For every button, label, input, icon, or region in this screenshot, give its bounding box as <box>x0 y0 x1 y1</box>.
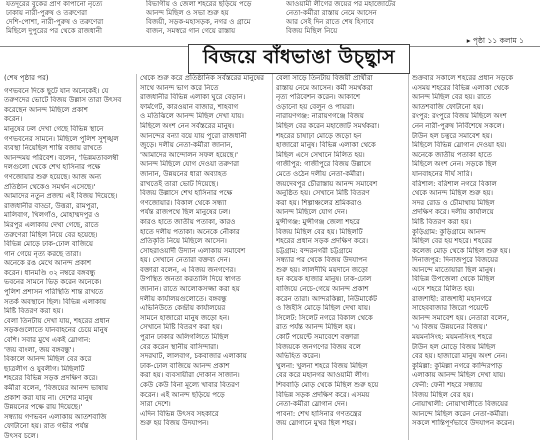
text-line: রাজধানীর বাড্ডা, উত্তরা, রামপুরা, <box>4 201 99 210</box>
article-column-4 <box>412 74 540 440</box>
text-line: দলীয় কার্যালয়গুলোতে। বঙ্গবন্ধু <box>140 294 227 303</box>
text-line: রাস্তায় নেমে আসেন। কর্মী সমর্থকরা <box>276 83 373 92</box>
text-line: মিছিলে বিভিন্ন স্লোগান দেওয়া হয়। <box>412 141 507 150</box>
text-line: গান গেয়ে নৃত্য করছে তারা। <box>4 249 81 258</box>
text-line: গণভবনের সামনে। মিছিলে পুলিশ সুশৃঙ্খল <box>4 134 119 143</box>
text-line: রংপুর: রংপুরে বিজয় মিছিলে অংশ <box>412 112 507 121</box>
text-line: নেতা-কর্মীরা স্লোগান দেন। <box>276 400 348 409</box>
text-line: গাজীপুর: গাজীপুরে বিজয় উল্লাসে <box>276 160 372 169</box>
text-line: 'জয় বাংলা, জয় বঙ্গবন্ধু'। <box>4 345 75 354</box>
text-line: বিজয় মিছিল বের হয়। <box>412 390 474 399</box>
text-line: বের করে মহানগর আওয়ামী লীগ। <box>276 371 369 380</box>
text-line: পুরান ঢাকার অলিগলিতে মিছিল <box>140 333 229 342</box>
text-line: আনন্দে মিছিল করেন নেতা-কর্মীরা। <box>412 409 509 418</box>
text-line: চট্টগ্রাম: বন্দরনগরী চট্টগ্রামে <box>276 246 353 255</box>
text-line: সকলে শান্তিপূর্ণভাবে উদযাপন করেন। <box>412 419 515 428</box>
text-line: পর্যন্ত রাজপথে ছিল মানুষের ঢল। <box>140 208 231 217</box>
text-line: অনেকে রঙ মেখে আনন্দ প্রকাশ <box>4 259 92 268</box>
text-line: সিলেট: সিলেট নগরে বিকাল থেকে <box>276 313 373 322</box>
text-line: টাউন হল মোড়ে বিজয় মিছিল <box>412 342 496 351</box>
text-line: রাজশাহী: রাজশাহী মহানগরে <box>412 294 492 303</box>
text-line: জয় স্লোগানে মুখর ছিল শহর। <box>276 419 357 428</box>
text-line: যানবাহনের দীর্ঘ সারি। <box>412 169 473 178</box>
text-line: পাবনা: শেখ হাসিনার গণতন্ত্রের <box>276 409 362 418</box>
text-line: সদরঘাট, লালবাগ, চকবাজার এলাকায় <box>140 352 247 361</box>
text-line: ওড়ানো হয় বেলুন ও পায়রা। <box>276 102 355 111</box>
text-line: জয়দেবপুর চৌরাস্তায় আনন্দ সমাবেশ <box>276 179 378 188</box>
text-line: ছাত্রলীগ ও যুবলীগ। মিছিলটি <box>4 364 85 373</box>
text-line: বেলা সাড়ে তিনটায় বিজয়ী প্রার্থীরা <box>276 74 373 82</box>
text-line: ফেনী: ফেনী শহরে সন্ধ্যায় <box>412 381 483 389</box>
text-line: করেন। ধানমণ্ডি ৩২ নম্বরে বঙ্গবন্ধু <box>4 268 96 277</box>
text-line: অনেকে জাতীয় পতাকা হাতে <box>412 150 492 159</box>
text-line: জানান। রাতে আলোকসজ্জা করা হয় <box>140 285 240 294</box>
text-line: মালিবাগ, খিলগাঁও, মোহাম্মদপুর ও <box>4 211 100 220</box>
text-line: কুড়িগ্রাম: কুড়িগ্রামে আনন্দ <box>412 227 486 236</box>
text-line: মিষ্টি বিতরণ করা হয়। <box>412 217 472 226</box>
text-line: বেশি। সবার মুখে একই স্লোগান: <box>4 336 91 345</box>
text-line: খুলনা: খুলনা শহরে বিজয় মিছিল <box>276 361 368 370</box>
text-line: রাখতেই তারা ভোট দিয়েছে। <box>140 179 219 188</box>
text-line: গণজোয়ার। বিকাল থেকে সন্ধ্যা <box>140 198 227 207</box>
text-line: সোহরাওয়ার্দী উদ্যান এলাকায় সমাবেশ <box>140 246 246 255</box>
text-line: হাতে দলীয় পতাকা। অনেকে নৌকার <box>140 227 240 236</box>
text-line: ঢাক-ঢোল বাজিয়ে আনন্দ প্রকাশ <box>140 361 230 370</box>
text-line: আনন্দে মাতোয়ারা ছিল মানুষ। <box>412 265 496 274</box>
text-line: গণজোয়ার শুরু হয়েছে। আজ অন্য <box>4 172 102 181</box>
text-line: শহরের প্রধান সড়ক প্রদক্ষিণ করে। <box>276 237 368 246</box>
top-column-1 <box>6 0 134 44</box>
text-line: ও জিইসি মোড়ে মিছিল দেখা যায়। <box>276 304 371 313</box>
text-line: সন্ধ্যায় গণভবন এলাকায় আতশবাজি <box>4 412 107 421</box>
text-line: তরুণদের ভোটে বিজয় উল্লাস তারা উৎসব <box>4 96 122 105</box>
text-line: কেউ কেউ বিনা মূল্যে খাবার বিতরণ <box>140 381 240 389</box>
text-line: করেন। <box>4 115 23 124</box>
text-line: সন্ধ্যার পর থেকে বিজয় উদযাপন <box>276 256 368 265</box>
text-line: জুড়ে। দলীয় নেতা-কর্মীরা জানান, <box>140 141 233 150</box>
text-line: টাউন হল চত্বরে সমাবেশ হয়। <box>412 131 493 140</box>
text-line: শহরের বিভিন্ন সড়ক প্রদক্ষিণ করে। <box>4 374 98 383</box>
text-line: যতদূরের বুকের প্রাণ কাপানো নৃত্যে <box>6 0 103 8</box>
text-line: বাজিয়ে নেচে-গেয়ে আনন্দ প্রকাশ <box>276 285 369 294</box>
text-line: শহরের চাষাঢ়া মোড়ে জড়ো হন <box>276 131 362 140</box>
column-divider <box>136 74 137 440</box>
text-line: সেখানে মিষ্টি বিতরণ করা হয়। <box>140 323 223 332</box>
text-line: অনুষ্ঠিত হয়। সেখানে মিষ্টি বিতরণ <box>276 189 370 198</box>
text-line: আনন্দের বন্যা বয়ে যায় পুরো রাজধানী <box>140 131 247 140</box>
text-line: মিছিলে দুপুরের পর থেকে রাজধানী <box>6 27 102 35</box>
text-line: দলগুলো থেকে শেখ হাসিনার পক্ষে <box>4 163 101 172</box>
text-line: আর সেই দিন রাতে শেষ হিসাবে <box>286 18 374 26</box>
text-line: গণভবনে দিকে ছুটে যান অনেকেই। যে <box>4 86 109 95</box>
text-line: হাজারো মানুষ। বিভিন্ন এলাকা থেকে <box>276 141 376 150</box>
text-line: বাজন, সমস্বরে গান গেয়ে রাস্তায় <box>146 27 236 35</box>
text-line: সাথে আনন্দ ভাগ করে নিতে <box>140 83 219 92</box>
text-line: ময়মনসিংহ: ময়মনসিংহ শহরে <box>412 333 493 342</box>
text-line: বক্তারা বলেন, এ বিজয় জনগণের। <box>140 265 236 274</box>
text-line: বিভিন্ন সড়ক প্রদক্ষিণ করে। এসময় <box>276 390 370 399</box>
text-line: উৎসব চলে। <box>4 431 39 440</box>
text-line: নেন নারী-পুরুষ নির্বিশেষে সকলে। <box>412 121 505 130</box>
text-line: বিজয় উল্লাসে শেখ হাসিনার পক্ষে <box>140 189 233 198</box>
text-line: প্রকাশ করা যায় না। দেশের মানুষ <box>4 393 93 402</box>
text-line: বরিশাল: বরিশাল নগরে বিকাল <box>412 179 497 188</box>
text-line: মুন্সীগঞ্জ: মুন্সীগঞ্জ জেলা শহরে <box>276 217 360 226</box>
text-line: মিছিল বের করেন মহাজোট সমর্থকরা। <box>276 121 380 130</box>
text-line: মিছিল বের হয় শহরে। শহরের <box>412 237 492 246</box>
text-line: কারও হাতে জাতীয় পতাকা, কারও <box>140 217 236 226</box>
text-line: করা হয়। শিল্পাঞ্চলের শ্রমিকরাও <box>276 198 362 207</box>
text-line: বের করেন স্থানীয় বাসিন্দারা। <box>140 342 219 351</box>
text-line: নেতা-কর্মীরা রাস্তায় নেমে আসেন <box>286 9 377 17</box>
text-line: ফোটানো হয়। রাত গভীর পর্যন্ত <box>4 422 89 431</box>
text-line: বিজয়ী, সড়ক-মহাসড়ক, নগর ও গ্রামে <box>146 18 251 26</box>
text-line: হন কয়েক হাজার মানুষ। ঢাক-ঢোল <box>276 275 372 284</box>
text-line: মিছিলে অংশ নেন। সড়কে ছিল <box>412 160 497 169</box>
text-line: আমাদের নতুন প্রজন্ম এই বিজয় দিয়েছে। <box>4 192 118 201</box>
text-line: ব্যবস্থা নিয়েছিল শান্তি বজায় রাখতে <box>4 144 102 153</box>
text-line: হয়। সেখানে নেতারা বক্তব্য দেন। <box>140 256 231 265</box>
text-line: বেলা তিনটায় দেখা যায়, শহরের প্রধান <box>4 316 110 325</box>
text-line: সড়কগুলোতে যানবাহনের চেয়ে মানুষ <box>4 326 108 335</box>
text-line: কর্মীরা বলেন, 'বিজয়ের আনন্দ ভাষায় <box>4 384 108 392</box>
text-line: তরুণেরা মিছিল নিয়ে বের হয়েছে। <box>4 230 98 239</box>
text-line: মিছিলে অংশ নেন সর্বস্তরের মানুষ। <box>140 121 235 130</box>
text-line: এসে শহরে মিলিত হয়। <box>412 285 475 294</box>
text-line: আনন্দময় পরিবেশ। বলেন, 'ভিন্নমতাবলম্বী <box>4 153 119 162</box>
text-line: করেন। এই আনন্দ ছড়িয়ে পড়ে <box>140 390 225 399</box>
text-line: আনন্দ মিছিল ও সভা শুরু হয় <box>146 9 229 17</box>
article-column-3 <box>276 74 404 440</box>
text-line: বিজয় মিছিল বের হয়। মিছিলটি <box>276 227 363 236</box>
text-line: মেতে ওঠেন দলীয় নেতা-কর্মীরা। <box>276 169 365 178</box>
text-line: বের হয়। হাজারো মানুষ অংশ নেন। <box>412 352 508 361</box>
text-line: থেকে শুরু করে প্রতিষ্ঠানিক সর্বস্তরের মানুষের <box>140 74 265 82</box>
text-line: মিষ্টি বিতরণ করা হয়। <box>4 307 64 316</box>
text-line: জানান, উন্নয়নের ধারা অব্যাহত <box>140 169 227 178</box>
text-line: নারায়ণগঞ্জ: নারায়ণগঞ্জে বিজয় <box>276 112 364 121</box>
text-line: শিববাড়ি মোড় থেকে মিছিল শুরু হয়ে <box>276 381 379 389</box>
text-line: ঢাকায় নারী-পুরুষ ও তরুণেরা <box>6 9 87 17</box>
article-headline: বিজয়ে বাঁধভাঙা উচ্ছ্বাস <box>202 46 396 68</box>
text-line: উন্নয়নের পক্ষে রায় দিয়েছে।' <box>4 403 83 412</box>
text-line: বিভিন্ন উপজেলা থেকে মিছিল <box>412 275 495 284</box>
text-line: করেছেন আনন্দ মিছিলে প্রকাশ <box>4 105 88 114</box>
text-line: মিছিল এসে সেখানে মিলিত হয়। <box>276 150 365 159</box>
column-divider <box>408 74 409 440</box>
article-column-1 <box>4 74 132 440</box>
text-line: রাত পর্যন্ত আনন্দ মিছিল হয়। <box>276 323 356 332</box>
text-line: অভিহিত করেন। <box>276 352 321 361</box>
text-line: ও মতিঝিলে আনন্দ মিছিল দেখা যায়। <box>140 112 244 121</box>
text-line: বিভাগীয় ও জেলা শহরের ছড়িয়ে পড়ে <box>146 0 252 8</box>
continued-reference: ▸ পৃষ্ঠা ১১ কলাম ১ <box>466 36 524 45</box>
text-line: আতশবাজি ফোটানো হয়। <box>412 102 484 111</box>
text-line: এভিনিউতে কেন্দ্রীয় কার্যালয়ের <box>140 304 226 313</box>
text-line: আনন্দ মিছিল বের হয়। রাতে <box>412 93 492 102</box>
text-line: আওয়ামী লীগের জয়ের পর মহাজোটের <box>286 0 396 8</box>
text-line: বিভিন্ন মোড়ে ঢাক-ঢোল বাজিয়ে <box>4 240 93 249</box>
text-line: সাহেববাজার জিরো পয়েন্টে <box>412 304 489 313</box>
text-line: করা হয়। ব্যবসায়ীরা দোকান সাজান। <box>140 371 240 380</box>
text-line: নৃত্য পরিবেশন করেন। আকাশে <box>276 93 361 102</box>
previous-article-strip <box>0 0 540 44</box>
text-line: নোয়াখালী: নোয়াখালীতে বিজয়ের <box>412 400 508 409</box>
text-line: মানুষের ঢল দেখা গেছে বিভিন্ন স্থানে <box>4 124 104 133</box>
text-line: ফার্মগেট, কারওয়ান বাজার, শাহবাগ <box>140 102 239 111</box>
text-line: মিরপুর এলাকায় দেখা গেছে, রাতে <box>4 220 99 229</box>
top-column-2 <box>146 0 274 44</box>
text-line: শুরু হয় বিজয় উদযাপন। <box>140 419 209 428</box>
text-line: কোর্ট পয়েন্টে সমাবেশে বক্তারা <box>276 333 360 342</box>
text-line: 'এ বিজয় উন্নয়নের বিজয়।' <box>412 323 488 332</box>
text-line: 'আমাদের আন্দোলন সফল হয়েছে।' <box>140 150 239 159</box>
column-divider <box>272 74 273 440</box>
text-line: সতর্ক অবস্থানে ছিল। বিভিন্ন এলাকায় <box>4 297 106 306</box>
text-line: প্রতিষ্ঠান থেকেও সমর্থন এসেছে।' <box>4 182 96 191</box>
text-line: এসময় শহরের বিভিন্ন এলাকা থেকে <box>412 83 509 92</box>
text-line: পুলিশ প্রশাসন পরিস্থিতি শান্ত রাখতে <box>4 288 104 297</box>
text-line: বিকালে আনন্দ মিছিল বের করে <box>4 355 92 364</box>
text-line: শুরু হয়। লালদীঘি ময়দানে জড়ো <box>276 265 368 274</box>
text-line: শুক্রবার সকালে শহরের প্রধান সড়কে <box>412 74 514 82</box>
text-line: থেকে আনন্দ মিছিল শুরু হয়। <box>412 189 493 198</box>
article-column-2 <box>140 74 268 440</box>
headline-box <box>188 44 410 74</box>
text-line: আনন্দ মিছিলে যোগ দেওয়া তরুণরা <box>140 160 240 169</box>
text-line: রাজধানীর বিভিন্ন এলাকা ঘুরে বেড়ান। <box>140 93 246 102</box>
text-line: দেশি-পোশা, নারী-পুরুষ ও তরুণেরা <box>6 18 104 26</box>
text-line: সারা দেশে। <box>140 400 171 409</box>
text-line: এলাকায় আনন্দ মিছিল দেখা যায়। <box>412 371 506 380</box>
article-body <box>0 74 540 440</box>
text-line: সদর রোড ও চৌমাথায় মিছিল <box>412 198 495 207</box>
text-line: আনন্দ সমাবেশ হয়। নেতারা বলেন, <box>412 313 510 322</box>
text-line: দিনাজপুর: দিনাজপুরে বিজয়ের <box>412 256 499 265</box>
text-line: আনন্দ মিছিলে যোগ দেন। <box>276 208 348 217</box>
top-column-3 <box>286 0 414 44</box>
text-line: বিজয়কে জনগণের বিজয় বলে <box>276 342 361 351</box>
text-line: উপস্থিত জনতা করতালি দিয়ে স্বাগত <box>140 275 241 284</box>
text-line: কুমিল্লা: কুমিল্লা নগরে কান্দিরপাড় <box>412 361 503 370</box>
text-line: প্রতিকৃতি নিয়ে মিছিলে আসেন। <box>140 237 227 246</box>
text-line: করেন তারা। আন্দরকিল্লা, নিউমার্কেট <box>276 294 377 303</box>
text-line: কলেজ মোড় থেকে মিছিল শুরু হয়। <box>412 246 511 255</box>
text-line: এদিন বিভিন্ন উৎসব সহকারে <box>140 409 219 418</box>
text-line: সামনে হাজারো মানুষ জড়ো হন। <box>140 313 230 322</box>
text-line: বিজয় মিছিল নিয়ে <box>286 27 338 35</box>
continued-note: (শেষ পৃষ্ঠার পর) <box>4 74 49 82</box>
text-line: ভবনের সামনে ভিড় করেন অনেকে। <box>4 278 102 287</box>
text-line: প্রদক্ষিণ করে। দলীয় কার্যালয়ে <box>412 208 494 217</box>
